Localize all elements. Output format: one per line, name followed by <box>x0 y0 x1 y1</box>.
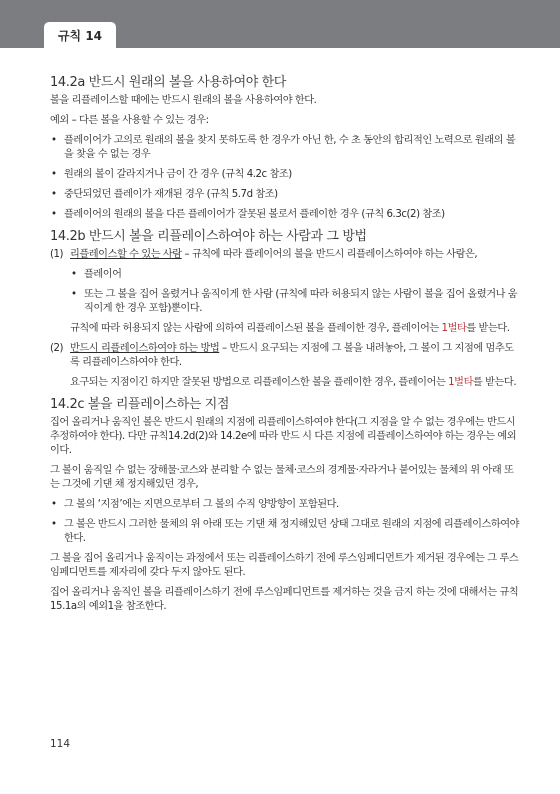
penalty-badge: 1벌타 <box>441 323 467 334</box>
page-content <box>50 74 520 620</box>
penalty-text: 규칙에 따라 허용되지 않는 사람에 의하여 리플레이스된 볼을 플레이한 경우, 플레이어는 <box>70 323 442 334</box>
penalty-text: 요구되는 지점이긴 하지만 잘못된 방법으로 리플레이스한 볼을 플레이한 경우, 플레이어는 <box>70 377 449 388</box>
section-title-14-2b: 14.2b 반드시 볼을 리플레이스하여야 하는 사람과 그 방법 <box>50 229 367 244</box>
penalty-paragraph <box>70 322 520 336</box>
paragraph: 집어 올리거나 움직인 볼을 리플레이스하기 전에 루스임페디먼트를 제거하는 것을 금지 하는 것에 대해서는 규칙 15.1a의 예외1을 참조한다. <box>50 587 519 612</box>
list-item: • 원래의 볼이 갈라지거나 금이 간 경우 (규칙 4.2c 참조) <box>50 168 520 182</box>
numbered-item-1 <box>50 248 520 262</box>
penalty-badge: 1벌타 <box>448 377 473 388</box>
page-number: 114 <box>50 738 71 750</box>
list-item: • 그 볼은 반드시 그러한 물체의 위 아래 또는 기댄 채 정지해있던 상태 그대로 원래의 지점에 리플레이스하여야 한다. <box>50 518 520 546</box>
item-2-body <box>50 376 520 390</box>
item-text: – 규칙에 따라 플레이어의 볼을 반드시 리플레이스하여야 하는 사람은, <box>181 249 478 260</box>
paragraph: 집어 올리거나 움직인 볼은 반드시 원래의 지점에 리플레이스하여야 한다(그 지점을 알 수 없는 경우에는 반드시 추정하여야 한다). 다만 규칙14.2d(2)와 14.2e에 따라 반드 시 다른 지점에 리플레이스하여야 하는 경우는 예외이다. <box>50 417 517 456</box>
list-item: • 플레이어가 고의로 원래의 볼을 찾지 못하도록 한 경우가 아닌 한, 수 초 동안의 합리적인 노력으로 원래의 볼을 찾을 수 없는 경우 <box>50 134 520 162</box>
item-number: (1) <box>50 249 64 260</box>
list-item: • 플레이어의 원래의 볼을 다른 플레이어가 잘못된 볼로서 플레이한 경우 (규칙 6.3c(2) 참조) <box>50 208 520 222</box>
exception-heading: 예외 – 다른 볼을 사용할 수 있는 경우: <box>50 115 209 126</box>
list-item: • 플레이어 <box>70 268 520 282</box>
list-item: • 그 볼의 ‘지점’에는 지면으로부터 그 볼의 수직 양방향이 포함된다. <box>50 498 520 512</box>
list-item: • 또는 그 볼을 집어 올렸거나 움직이게 한 사람 (규칙에 따라 허용되지 않는 사람이 볼을 집어 올렸거나 움직이게 한 경우 포함)뿐이다. <box>70 288 520 316</box>
penalty-text-end: 를 받는다. <box>466 323 510 334</box>
item-text: – 반드시 요구되는 지점에 그 볼을 내려놓아, 그 볼이 그 지점에 멈추도록 리플레이스하여야 한다. <box>70 343 514 368</box>
item-number: (2) <box>50 343 64 354</box>
paragraph: 볼을 리플레이스할 때에는 반드시 원래의 볼을 사용하여야 한다. <box>50 95 317 106</box>
rule-tab: 규칙 14 <box>44 22 116 48</box>
item-1-body <box>50 268 520 336</box>
item-heading: 리플레이스할 수 있는 사람 <box>70 249 182 260</box>
section-title-14-2a: 14.2a 반드시 원래의 볼을 사용하여야 한다 <box>50 75 286 90</box>
paragraph: 그 볼이 움직일 수 없는 장해물·코스와 분리할 수 없는 물체·코스의 경계물·자라거나 붙어있는 물체의 위 아래 또는 그것에 기댄 채 정지해있던 경우, <box>50 465 514 490</box>
paragraph: 그 볼을 집어 올리거나 움직이는 과정에서 또는 리플레이스하기 전에 루스임페디먼트가 제거된 경우에는 그 루스임페디먼트를 제자리에 갖다 두지 않아도 된다. <box>50 553 519 578</box>
item-heading: 반드시 리플레이스하여야 하는 방법 <box>70 343 220 354</box>
list-item: • 중단되었던 플레이가 재개된 경우 (규칙 5.7d 참조) <box>50 188 520 202</box>
numbered-item-2 <box>50 342 520 370</box>
penalty-paragraph <box>70 376 520 390</box>
penalty-text-end: 를 받는다. <box>472 377 517 388</box>
section-title-14-2c: 14.2c 볼을 리플레이스하는 지점 <box>50 397 230 412</box>
